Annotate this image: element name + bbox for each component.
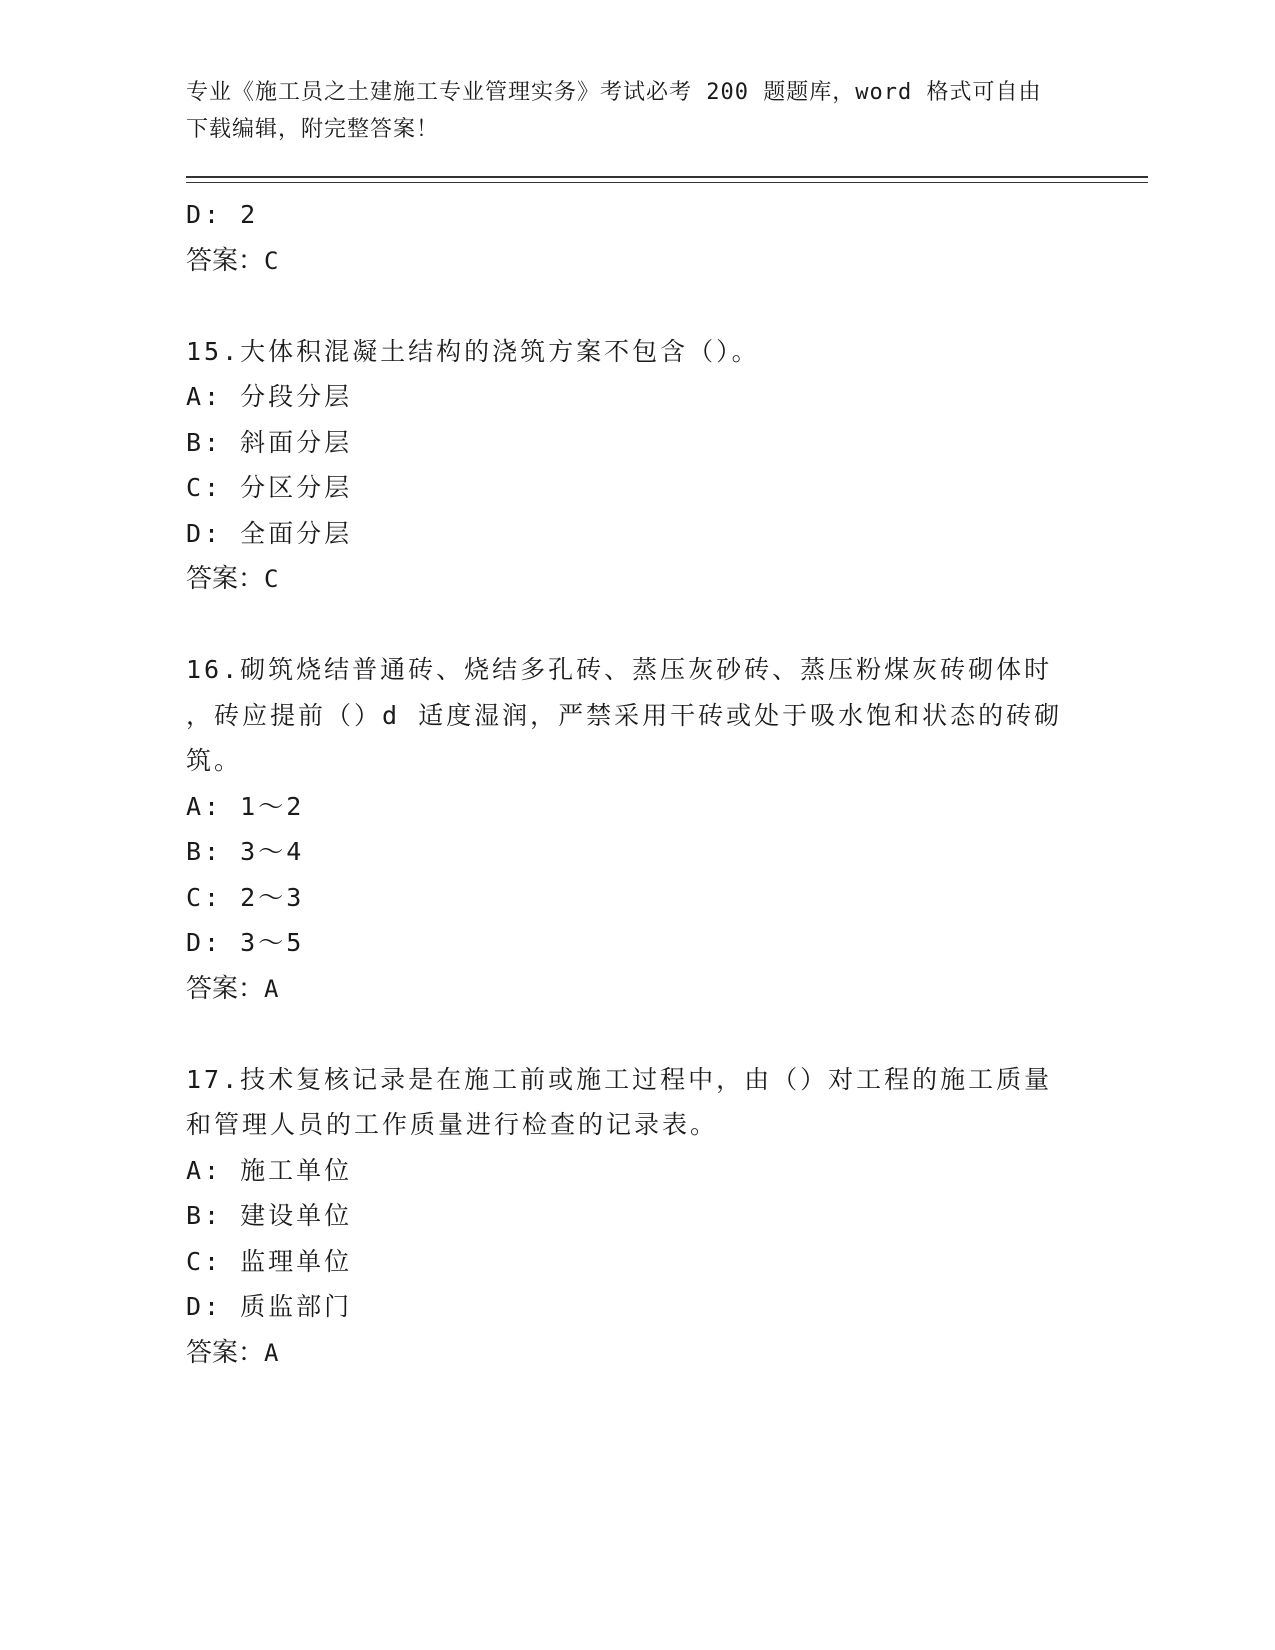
answer-line	[186, 556, 1086, 602]
question-stem-16-line-1: 16.砌筑烧结普通砖、烧结多孔砖、蒸压灰砂砖、蒸压粉煤灰砖砌体时	[186, 655, 1053, 684]
answer-line	[186, 966, 1086, 1012]
option-c: C: 监理单位	[186, 1246, 353, 1276]
option-d: D: 全面分层	[186, 518, 353, 548]
option-d: D: 3～5	[186, 928, 305, 957]
answer-value: A	[264, 1338, 279, 1367]
answer-label: 答案：	[186, 1337, 265, 1368]
question-stem-17-line-1: 17.技术复核记录是在施工前或施工过程中，由（）对工程的施工质量	[186, 1064, 1053, 1094]
option-b: B: 3～4	[186, 837, 305, 866]
answer-value: C	[264, 565, 279, 593]
answer-line	[186, 238, 1086, 284]
spacer	[186, 602, 1086, 648]
option-a: A: 1～2	[186, 791, 305, 821]
header-rule-thin	[186, 182, 1148, 183]
answer-value: A	[264, 974, 279, 1003]
question-stem-17-line-2: 和管理人员的工作质量进行检查的记录表。	[186, 1110, 719, 1139]
question-list	[186, 192, 1086, 1375]
option-c: C: 分区分层	[186, 473, 353, 502]
answer-value: C	[264, 246, 279, 275]
answer-label: 答案：	[186, 564, 265, 594]
option-b: B: 建设单位	[186, 1201, 353, 1230]
option-d: D: 质监部门	[186, 1292, 353, 1321]
answer-label: 答案：	[186, 245, 265, 276]
option-c: C: 2～3	[186, 882, 305, 912]
option-b: B: 斜面分层	[186, 427, 353, 457]
question-stem-16-line-2: ，砖应提前（）d 适度湿润，严禁采用干砖或处于吸水饱和状态的砖砌	[186, 700, 1063, 730]
header-rule-thick	[186, 176, 1148, 178]
answer-label: 答案：	[186, 973, 265, 1004]
spacer	[186, 283, 1086, 329]
question-stem-16-line-3: 筑。	[186, 746, 243, 775]
question-stem-15: 15.大体积混凝土结构的浇筑方案不包含（）。	[186, 336, 760, 366]
spacer	[186, 1011, 1086, 1057]
option-a: A: 施工单位	[186, 1155, 353, 1185]
option-a: A: 分段分层	[186, 382, 353, 411]
answer-line	[186, 1330, 1086, 1376]
document-header: 专业《施工员之土建施工专业管理实务》考试必考 200 题题库，word 格式可自由 下载编辑，附完整答案！	[186, 80, 1042, 142]
option-d: D: 2	[186, 200, 259, 229]
